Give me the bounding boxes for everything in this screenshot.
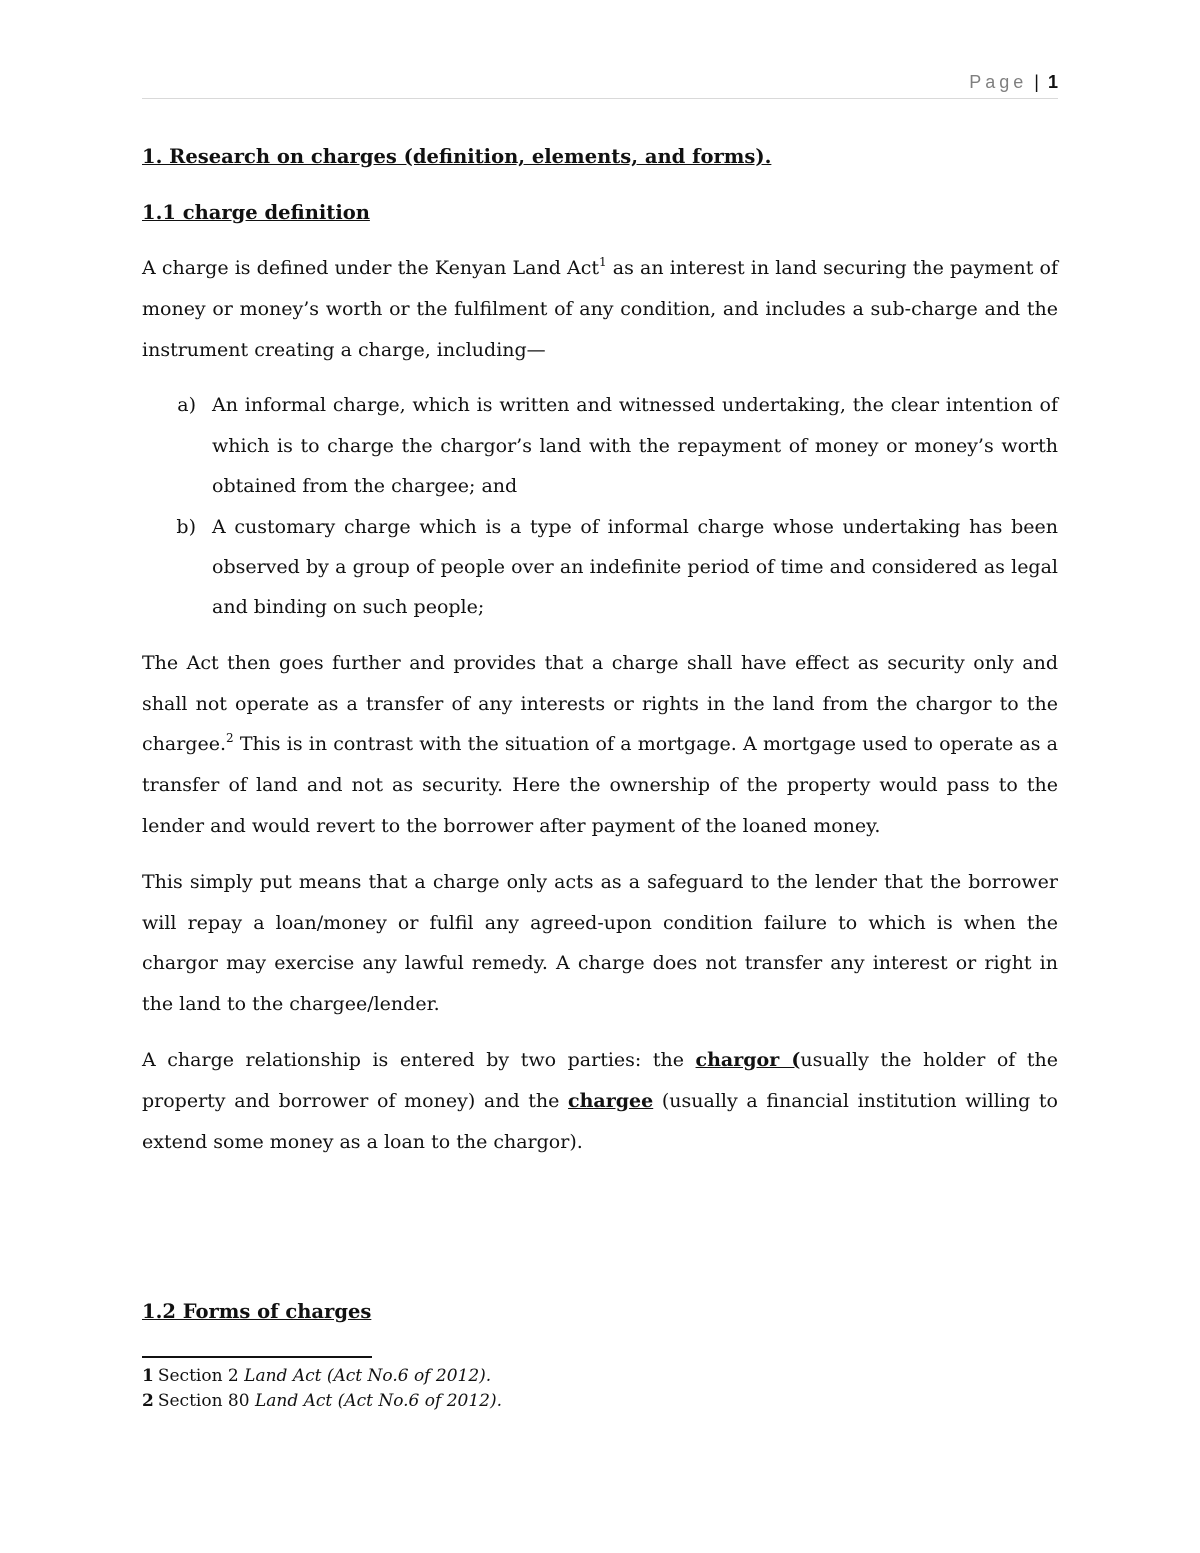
blank-space	[142, 1177, 1058, 1295]
parties-paragraph	[142, 1040, 1058, 1162]
footnote-citation: Land Act (Act No.6 of 2012).	[254, 1391, 502, 1411]
section-heading-1-1: 1.1 charge definition	[142, 201, 370, 224]
footnote-ref-1[interactable]: 1	[599, 254, 607, 269]
security-paragraph	[142, 643, 1058, 847]
list-marker: b)	[176, 515, 196, 538]
footnote-number: 2	[142, 1391, 154, 1411]
charge-types-list	[142, 385, 1058, 627]
footnote-prefix: Section 80	[157, 1391, 255, 1411]
parties-text-a: A charge relationship is entered by two parties: the	[142, 1049, 696, 1071]
footnote	[142, 1364, 1058, 1389]
definition-text-start: A charge is defined under the Kenyan Land Act	[142, 257, 600, 279]
security-text-end: This is in contrast with the situation of a mortgage. A mortgage used to operate as a transfer of land and not as security. Here the ownership of the property would pass to the lender and would revert to the borrower after payment of the loaned money.	[142, 733, 1058, 838]
parties-text-b: usually the holder of the property and borrower of money) and the	[142, 1049, 1059, 1112]
footnote-citation: Land Act (Act No.6 of 2012).	[244, 1366, 492, 1386]
main-heading: 1. Research on charges (definition, elements, and forms).	[142, 145, 772, 168]
page-separator: |	[1034, 72, 1039, 92]
footnote-separator	[142, 1356, 372, 1358]
section-heading-1-2: 1.2 Forms of charges	[142, 1300, 372, 1324]
term-chargor: chargor (	[695, 1049, 801, 1071]
definition-paragraph	[142, 248, 1058, 370]
definition-text-end: as an interest in land securing the payment of money or money’s worth or the fulfilment of any condition, and includes a sub-charge and the instrument creating a charge, including—	[142, 257, 1058, 361]
list-item-text: A customary charge which is a type of informal charge whose undertaking has been observed by a group of people over an indefinite period of time and considered as legal and binding on such people;	[212, 515, 1058, 619]
footnote-ref-2[interactable]: 2	[225, 731, 234, 746]
page-number: 1	[1047, 72, 1058, 92]
footnote-prefix: Section 2	[157, 1366, 245, 1386]
list-marker: a)	[177, 394, 196, 417]
term-chargee: chargee	[568, 1089, 654, 1112]
page-header	[142, 72, 1058, 99]
footnotes	[142, 1356, 1058, 1414]
parties-text-c: (usually a financial institution willing to extend some money as a loan to the chargor).	[142, 1089, 1058, 1153]
security-text-start: The Act then goes further and provides that a charge shall have effect as security only and shall not operate as a transfer of any interests or rights in the land from the chargor to the chargee.	[142, 651, 1058, 756]
page-label: Page	[969, 72, 1028, 92]
list-item-text: An informal charge, which is written and witnessed undertaking, the clear intention of which is to charge the chargor’s land with the repayment of money or money’s worth obtained from the chargee; and	[212, 394, 1058, 498]
document-body	[142, 140, 1058, 1347]
footnote-number: 1	[142, 1366, 154, 1386]
safeguard-paragraph: This simply put means that a charge only acts as a safeguard to the lender that the borrower will repay a loan/money or fulfil any agreed-upon condition failure to which is when the chargor may exercise any lawful remedy. A charge does not transfer any interest or right in the land to the chargee/lender.	[142, 870, 1058, 1016]
list-item	[142, 385, 1058, 506]
list-item	[142, 507, 1058, 628]
footnote	[142, 1389, 1058, 1414]
